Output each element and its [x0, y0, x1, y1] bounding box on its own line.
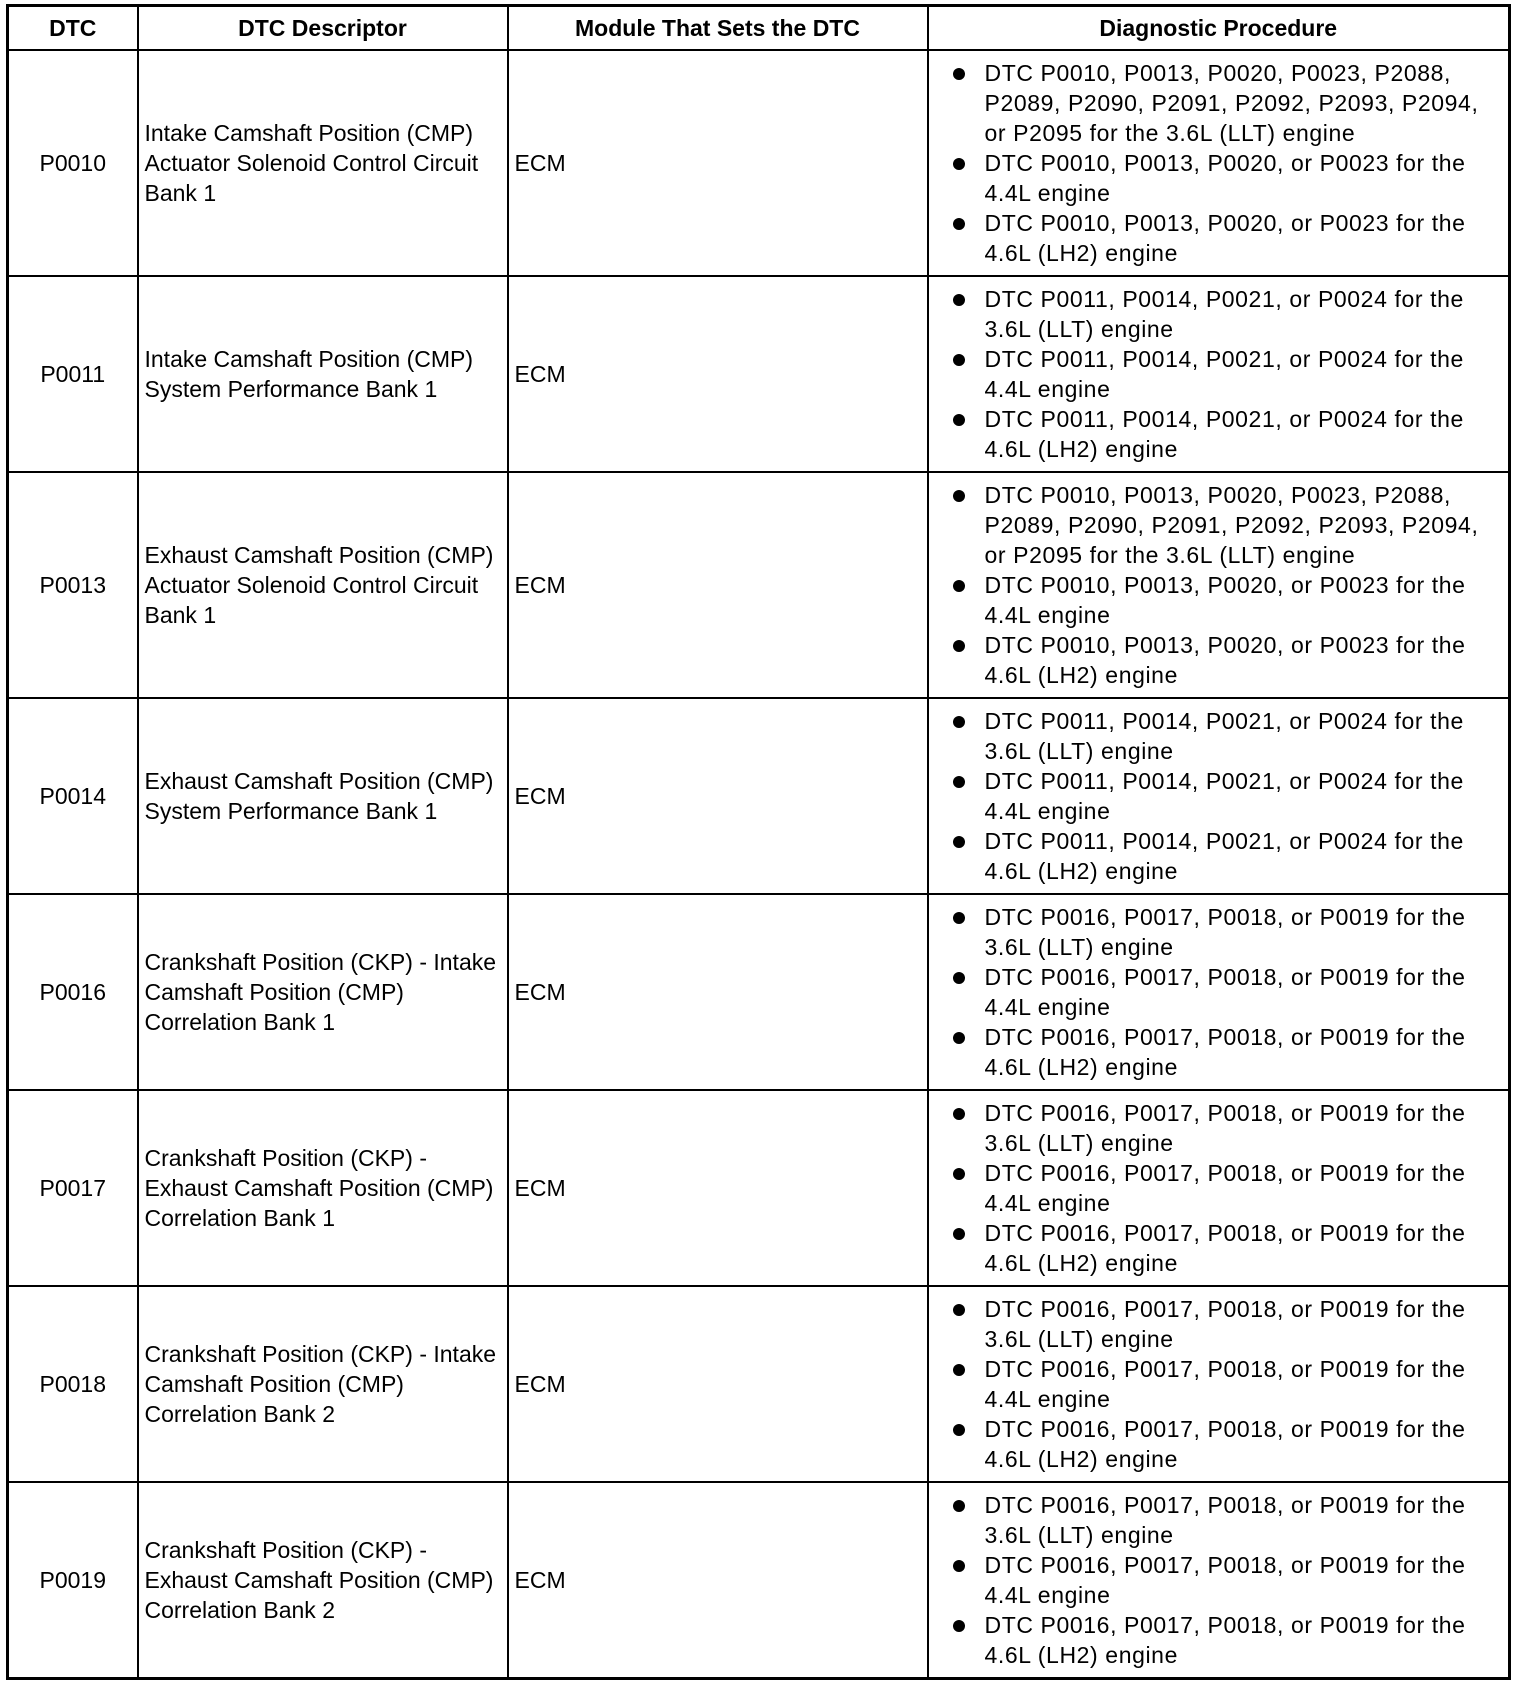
procedure-item [947, 1550, 1503, 1610]
table-row [8, 1482, 1510, 1679]
procedure-list [947, 1490, 1503, 1670]
bullet-icon [953, 836, 965, 848]
dtc-module: ECM [508, 894, 928, 1090]
bullet-icon [953, 218, 965, 230]
dtc-module: ECM [508, 472, 928, 698]
bullet-icon [953, 1228, 965, 1240]
procedure-link[interactable]: DTC P0010, P0013, P0020, or P0023 for the 4.4L engine [984, 150, 1466, 206]
procedure-link[interactable]: DTC P0016, P0017, P0018, or P0019 for the 4.4L engine [984, 964, 1466, 1020]
procedure-link[interactable]: DTC P0011, P0014, P0021, or P0024 for the 4.4L engine [984, 346, 1464, 402]
procedure-item [947, 1414, 1503, 1474]
dtc-descriptor: Intake Camshaft Position (CMP) System Performance Bank 1 [138, 276, 508, 472]
procedure-item [947, 148, 1503, 208]
bullet-icon [953, 1560, 965, 1572]
procedure-list [947, 1098, 1503, 1278]
procedure-link[interactable]: DTC P0016, P0017, P0018, or P0019 for the 3.6L (LLT) engine [984, 1492, 1466, 1548]
table-body [8, 50, 1510, 1679]
procedure-link[interactable]: DTC P0011, P0014, P0021, or P0024 for the 4.4L engine [984, 768, 1464, 824]
dtc-module: ECM [508, 276, 928, 472]
dtc-descriptor: Exhaust Camshaft Position (CMP) System Performance Bank 1 [138, 698, 508, 894]
procedure-link[interactable]: DTC P0010, P0013, P0020, or P0023 for the 4.4L engine [984, 572, 1466, 628]
dtc-descriptor: Crankshaft Position (CKP) - Exhaust Camshaft Position (CMP) Correlation Bank 2 [138, 1482, 508, 1679]
bullet-icon [953, 1364, 965, 1376]
table-row [8, 698, 1510, 894]
bullet-icon [953, 1108, 965, 1120]
procedure-link[interactable]: DTC P0016, P0017, P0018, or P0019 for the 4.6L (LH2) engine [984, 1612, 1466, 1668]
dtc-module: ECM [508, 698, 928, 894]
procedure-item [947, 344, 1503, 404]
bullet-icon [953, 776, 965, 788]
procedure-link[interactable]: DTC P0010, P0013, P0020, or P0023 for the 4.6L (LH2) engine [984, 632, 1466, 688]
dtc-descriptor: Crankshaft Position (CKP) - Intake Camshaft Position (CMP) Correlation Bank 1 [138, 894, 508, 1090]
dtc-code: P0017 [8, 1090, 138, 1286]
table-row [8, 1090, 1510, 1286]
procedure-item [947, 902, 1503, 962]
dtc-code: P0010 [8, 50, 138, 276]
dtc-module: ECM [508, 1482, 928, 1679]
procedure-link[interactable]: DTC P0016, P0017, P0018, or P0019 for the 3.6L (LLT) engine [984, 904, 1466, 960]
dtc-module: ECM [508, 1090, 928, 1286]
bullet-icon [953, 1032, 965, 1044]
bullet-icon [953, 1424, 965, 1436]
dtc-code: P0011 [8, 276, 138, 472]
procedure-item [947, 826, 1503, 886]
procedure-link[interactable]: DTC P0011, P0014, P0021, or P0024 for the 3.6L (LLT) engine [984, 708, 1464, 764]
diagnostic-procedure-cell [928, 698, 1510, 894]
diagnostic-procedure-cell [928, 894, 1510, 1090]
procedure-item [947, 766, 1503, 826]
header-dtc: DTC [8, 6, 138, 51]
procedure-item [947, 1218, 1503, 1278]
dtc-module: ECM [508, 1286, 928, 1482]
table-header [8, 6, 1510, 51]
bullet-icon [953, 716, 965, 728]
procedure-item [947, 1158, 1503, 1218]
procedure-item [947, 480, 1503, 570]
procedure-link[interactable]: DTC P0016, P0017, P0018, or P0019 for the 4.6L (LH2) engine [984, 1220, 1466, 1276]
bullet-icon [953, 1500, 965, 1512]
bullet-icon [953, 580, 965, 592]
procedure-item [947, 962, 1503, 1022]
bullet-icon [953, 1168, 965, 1180]
procedure-link[interactable]: DTC P0016, P0017, P0018, or P0019 for the 4.6L (LH2) engine [984, 1416, 1466, 1472]
procedure-item [947, 284, 1503, 344]
dtc-code: P0018 [8, 1286, 138, 1482]
bullet-icon [953, 640, 965, 652]
procedure-list [947, 1294, 1503, 1474]
diagnostic-procedure-cell [928, 472, 1510, 698]
procedure-link[interactable]: DTC P0016, P0017, P0018, or P0019 for the 4.4L engine [984, 1356, 1466, 1412]
header-descriptor: DTC Descriptor [138, 6, 508, 51]
bullet-icon [953, 972, 965, 984]
procedure-link[interactable]: DTC P0011, P0014, P0021, or P0024 for the 4.6L (LH2) engine [984, 406, 1464, 462]
table-row [8, 276, 1510, 472]
table-row [8, 1286, 1510, 1482]
header-procedure: Diagnostic Procedure [928, 6, 1510, 51]
procedure-list [947, 902, 1503, 1082]
procedure-link[interactable]: DTC P0010, P0013, P0020, P0023, P2088, P2089, P2090, P2091, P2092, P2093, P2094, or P2095 for the 3.6L (LLT) engine [984, 482, 1479, 568]
dtc-table [6, 4, 1511, 1680]
dtc-descriptor: Crankshaft Position (CKP) - Intake Camshaft Position (CMP) Correlation Bank 2 [138, 1286, 508, 1482]
procedure-link[interactable]: DTC P0016, P0017, P0018, or P0019 for the 4.4L engine [984, 1160, 1466, 1216]
procedure-item [947, 570, 1503, 630]
procedure-item [947, 208, 1503, 268]
header-row [8, 6, 1510, 51]
bullet-icon [953, 1304, 965, 1316]
dtc-code: P0014 [8, 698, 138, 894]
procedure-list [947, 284, 1503, 464]
dtc-descriptor: Intake Camshaft Position (CMP) Actuator Solenoid Control Circuit Bank 1 [138, 50, 508, 276]
dtc-code: P0013 [8, 472, 138, 698]
procedure-item [947, 1022, 1503, 1082]
table-row [8, 894, 1510, 1090]
procedure-link[interactable]: DTC P0011, P0014, P0021, or P0024 for the 4.6L (LH2) engine [984, 828, 1464, 884]
procedure-list [947, 58, 1503, 268]
procedure-link[interactable]: DTC P0016, P0017, P0018, or P0019 for the 3.6L (LLT) engine [984, 1100, 1466, 1156]
bullet-icon [953, 912, 965, 924]
bullet-icon [953, 490, 965, 502]
procedure-item [947, 1294, 1503, 1354]
procedure-item [947, 630, 1503, 690]
procedure-item [947, 58, 1503, 148]
procedure-link[interactable]: DTC P0010, P0013, P0020, or P0023 for the 4.6L (LH2) engine [984, 210, 1466, 266]
procedure-item [947, 1354, 1503, 1414]
procedure-item [947, 1098, 1503, 1158]
dtc-descriptor: Crankshaft Position (CKP) - Exhaust Camshaft Position (CMP) Correlation Bank 1 [138, 1090, 508, 1286]
procedure-list [947, 480, 1503, 690]
procedure-item [947, 1490, 1503, 1550]
procedure-link[interactable]: DTC P0016, P0017, P0018, or P0019 for the 4.4L engine [984, 1552, 1466, 1608]
table-row [8, 50, 1510, 276]
dtc-descriptor: Exhaust Camshaft Position (CMP) Actuator Solenoid Control Circuit Bank 1 [138, 472, 508, 698]
bullet-icon [953, 354, 965, 366]
dtc-code: P0016 [8, 894, 138, 1090]
procedure-item [947, 706, 1503, 766]
procedure-item [947, 1610, 1503, 1670]
procedure-list [947, 706, 1503, 886]
bullet-icon [953, 68, 965, 80]
dtc-code: P0019 [8, 1482, 138, 1679]
procedure-item [947, 404, 1503, 464]
diagnostic-procedure-cell [928, 1286, 1510, 1482]
bullet-icon [953, 158, 965, 170]
diagnostic-procedure-cell [928, 1090, 1510, 1286]
dtc-module: ECM [508, 50, 928, 276]
procedure-link[interactable]: DTC P0016, P0017, P0018, or P0019 for the 4.6L (LH2) engine [984, 1024, 1466, 1080]
procedure-link[interactable]: DTC P0016, P0017, P0018, or P0019 for the 3.6L (LLT) engine [984, 1296, 1466, 1352]
diagnostic-procedure-cell [928, 1482, 1510, 1679]
table-row [8, 472, 1510, 698]
diagnostic-procedure-cell [928, 50, 1510, 276]
header-module: Module That Sets the DTC [508, 6, 928, 51]
bullet-icon [953, 1620, 965, 1632]
bullet-icon [953, 414, 965, 426]
bullet-icon [953, 294, 965, 306]
procedure-link[interactable]: DTC P0011, P0014, P0021, or P0024 for the 3.6L (LLT) engine [984, 286, 1464, 342]
procedure-link[interactable]: DTC P0010, P0013, P0020, P0023, P2088, P2089, P2090, P2091, P2092, P2093, P2094, or P2095 for the 3.6L (LLT) engine [984, 60, 1479, 146]
diagnostic-procedure-cell [928, 276, 1510, 472]
